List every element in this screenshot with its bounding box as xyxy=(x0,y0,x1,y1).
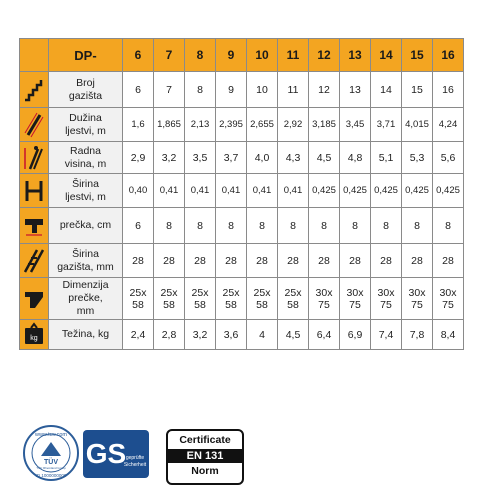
value-cell: 0,40 xyxy=(123,174,154,208)
row-label xyxy=(49,320,123,350)
gs-sub1: geprüfte xyxy=(125,455,145,461)
value-cell xyxy=(433,278,464,320)
spec-row xyxy=(20,208,464,244)
value-cell: 8,4 xyxy=(433,320,464,350)
weight-kg-icon xyxy=(20,320,49,350)
value-cell: 3,5 xyxy=(185,142,216,174)
value-cell: 6 xyxy=(123,208,154,244)
value-cell: 28 xyxy=(154,244,185,278)
row-label-line: Broj xyxy=(76,76,95,89)
row-label xyxy=(49,174,123,208)
ladder-width-icon xyxy=(20,174,49,208)
value-cell: 0,41 xyxy=(247,174,278,208)
gs-sub2: Sicherheit xyxy=(123,462,147,468)
value-cell: 2,4 xyxy=(123,320,154,350)
value-cell: 4,5 xyxy=(278,320,309,350)
model-header: 7 xyxy=(154,39,185,72)
value-cell: 3,71 xyxy=(371,108,402,142)
value-cell: 28 xyxy=(247,244,278,278)
model-header: 9 xyxy=(216,39,247,72)
ladder-length-icon xyxy=(20,108,49,142)
row-label-line: Širina xyxy=(72,247,99,260)
row-label-line: prečka, cm xyxy=(59,219,112,231)
row-label-line: Dužina xyxy=(69,111,102,124)
gs-mark: GS xyxy=(85,438,127,469)
value-line: 75 xyxy=(318,298,330,311)
value-cell: 4,015 xyxy=(402,108,433,142)
value-cell xyxy=(216,278,247,320)
value-cell: 8 xyxy=(371,208,402,244)
tuv-id: ID 1000000000 xyxy=(35,473,67,478)
value-line: 25x xyxy=(160,286,178,299)
row-label-line: Širina xyxy=(72,177,99,190)
value-line: 25x xyxy=(222,286,240,299)
value-line: 30x xyxy=(315,286,333,299)
rung-icon xyxy=(20,208,49,244)
value-cell: 10 xyxy=(247,72,278,108)
value-cell: 28 xyxy=(402,244,433,278)
value-cell: 8 xyxy=(309,208,340,244)
spec-table xyxy=(19,38,464,350)
value-cell: 14 xyxy=(371,72,402,108)
value-cell: 6,9 xyxy=(340,320,371,350)
tuv-sub: TÜV Rheinland Group xyxy=(36,466,66,470)
value-cell: 3,6 xyxy=(216,320,247,350)
value-cell: 0,425 xyxy=(433,174,464,208)
value-cell: 4 xyxy=(247,320,278,350)
value-line: 30x xyxy=(408,286,426,299)
value-cell: 2,655 xyxy=(247,108,278,142)
value-cell xyxy=(123,278,154,320)
value-line: 30x xyxy=(346,286,364,299)
value-cell: 5,3 xyxy=(402,142,433,174)
tuv-ring-text: www.tuv.com xyxy=(35,432,67,438)
value-line: 58 xyxy=(287,298,299,311)
value-cell: 28 xyxy=(309,244,340,278)
cert-title: Certificate xyxy=(179,434,231,446)
value-cell: 3,2 xyxy=(154,142,185,174)
value-line: 58 xyxy=(194,298,206,311)
value-cell: 6,4 xyxy=(309,320,340,350)
spec-row xyxy=(20,108,464,142)
value-cell: 0,41 xyxy=(216,174,247,208)
model-header: 6 xyxy=(123,39,154,72)
value-cell: 15 xyxy=(402,72,433,108)
value-cell: 6 xyxy=(123,72,154,108)
row-label xyxy=(49,142,123,174)
value-line: 75 xyxy=(442,298,454,311)
row-label xyxy=(49,108,123,142)
tuv-certification-icon xyxy=(22,424,80,482)
row-label-line: ljestvi, m xyxy=(65,124,106,137)
value-cell xyxy=(371,278,402,320)
tuv-name: TÜV xyxy=(44,459,58,466)
value-cell: 0,41 xyxy=(154,174,185,208)
model-header: 16 xyxy=(433,39,464,72)
row-label xyxy=(49,244,123,278)
value-cell: 7 xyxy=(154,72,185,108)
value-cell: 12 xyxy=(309,72,340,108)
spec-body xyxy=(20,72,464,350)
value-cell: 28 xyxy=(371,244,402,278)
value-cell: 1,6 xyxy=(123,108,154,142)
spec-row xyxy=(20,72,464,108)
value-cell: 4,24 xyxy=(433,108,464,142)
row-label-line: gazišta, mm xyxy=(57,260,114,273)
value-cell: 8 xyxy=(154,208,185,244)
value-cell: 5,1 xyxy=(371,142,402,174)
model-header: 13 xyxy=(340,39,371,72)
svg-text:kg: kg xyxy=(30,334,38,342)
row-label-line: Težina, kg xyxy=(61,328,110,340)
value-cell: 3,45 xyxy=(340,108,371,142)
value-cell: 8 xyxy=(340,208,371,244)
value-line: 75 xyxy=(349,298,361,311)
value-line: 25x xyxy=(284,286,302,299)
value-cell xyxy=(309,278,340,320)
value-cell: 4,3 xyxy=(278,142,309,174)
row-label xyxy=(49,72,123,108)
model-header: 15 xyxy=(402,39,433,72)
value-cell: 5,6 xyxy=(433,142,464,174)
stairs-steps-icon xyxy=(20,72,49,108)
value-cell: 7,4 xyxy=(371,320,402,350)
value-cell: 3,2 xyxy=(185,320,216,350)
value-cell: 4,5 xyxy=(309,142,340,174)
model-header: 12 xyxy=(309,39,340,72)
value-cell: 13 xyxy=(340,72,371,108)
value-line: 25x xyxy=(253,286,271,299)
value-line: 30x xyxy=(377,286,395,299)
row-label xyxy=(49,208,123,244)
value-line: 25x xyxy=(191,286,209,299)
value-cell: 2,92 xyxy=(278,108,309,142)
row-label-line: prečke, xyxy=(68,292,103,304)
value-cell: 11 xyxy=(278,72,309,108)
value-cell: 28 xyxy=(340,244,371,278)
model-header: 11 xyxy=(278,39,309,72)
value-cell xyxy=(185,278,216,320)
value-cell xyxy=(154,278,185,320)
value-line: 58 xyxy=(132,298,144,311)
header-corner xyxy=(20,39,49,72)
value-cell xyxy=(402,278,433,320)
cert-code: EN 131 xyxy=(168,449,242,463)
value-cell: 4,8 xyxy=(340,142,371,174)
value-cell: 8 xyxy=(185,208,216,244)
value-cell: 2,13 xyxy=(185,108,216,142)
value-cell: 8 xyxy=(402,208,433,244)
value-cell: 0,425 xyxy=(340,174,371,208)
value-cell: 8 xyxy=(185,72,216,108)
working-height-icon xyxy=(20,142,49,174)
value-cell: 9 xyxy=(216,72,247,108)
rung-profile-icon xyxy=(20,278,49,320)
value-line: 30x xyxy=(439,286,457,299)
header-label: DP- xyxy=(49,39,123,72)
row-label-line: mm xyxy=(76,305,95,317)
model-header: 10 xyxy=(247,39,278,72)
value-cell: 8 xyxy=(278,208,309,244)
value-cell: 3,185 xyxy=(309,108,340,142)
spec-row xyxy=(20,174,464,208)
row-label-line: visina, m xyxy=(64,157,107,170)
value-cell: 2,8 xyxy=(154,320,185,350)
value-cell xyxy=(247,278,278,320)
spec-row xyxy=(20,244,464,278)
header-row xyxy=(20,39,464,72)
value-line: 25x xyxy=(129,286,147,299)
value-cell: 2,395 xyxy=(216,108,247,142)
row-label-line: ljestvi, m xyxy=(65,190,106,203)
spec-row xyxy=(20,278,464,320)
value-line: 75 xyxy=(380,298,392,311)
spec-row xyxy=(20,320,464,350)
value-line: 58 xyxy=(163,298,175,311)
row-label xyxy=(49,278,123,320)
cert-footer: Norm xyxy=(191,465,219,477)
value-cell xyxy=(278,278,309,320)
value-cell: 2,9 xyxy=(123,142,154,174)
value-cell: 7,8 xyxy=(402,320,433,350)
value-cell: 0,41 xyxy=(278,174,309,208)
value-cell: 0,41 xyxy=(185,174,216,208)
value-cell: 0,425 xyxy=(309,174,340,208)
certificates-area xyxy=(0,420,500,500)
value-cell: 28 xyxy=(185,244,216,278)
value-cell: 1,865 xyxy=(154,108,185,142)
value-line: 58 xyxy=(256,298,268,311)
value-cell: 8 xyxy=(433,208,464,244)
value-cell: 28 xyxy=(433,244,464,278)
spec-row xyxy=(20,142,464,174)
value-cell: 4,0 xyxy=(247,142,278,174)
row-label-line: gazišta xyxy=(68,89,103,102)
value-cell: 3,7 xyxy=(216,142,247,174)
en131-certificate-badge xyxy=(166,429,244,485)
model-header: 8 xyxy=(185,39,216,72)
value-cell: 16 xyxy=(433,72,464,108)
value-cell: 8 xyxy=(247,208,278,244)
value-cell: 0,425 xyxy=(371,174,402,208)
row-label-line: Radna xyxy=(70,144,101,157)
gs-certification-icon xyxy=(82,429,150,479)
value-line: 58 xyxy=(225,298,237,311)
value-cell: 28 xyxy=(123,244,154,278)
value-cell xyxy=(340,278,371,320)
model-header: 14 xyxy=(371,39,402,72)
step-width-icon xyxy=(20,244,49,278)
row-label-line: Dimenzija xyxy=(62,279,109,291)
value-cell: 8 xyxy=(216,208,247,244)
value-line: 75 xyxy=(411,298,423,311)
value-cell: 28 xyxy=(278,244,309,278)
value-cell: 28 xyxy=(216,244,247,278)
value-cell: 0,425 xyxy=(402,174,433,208)
